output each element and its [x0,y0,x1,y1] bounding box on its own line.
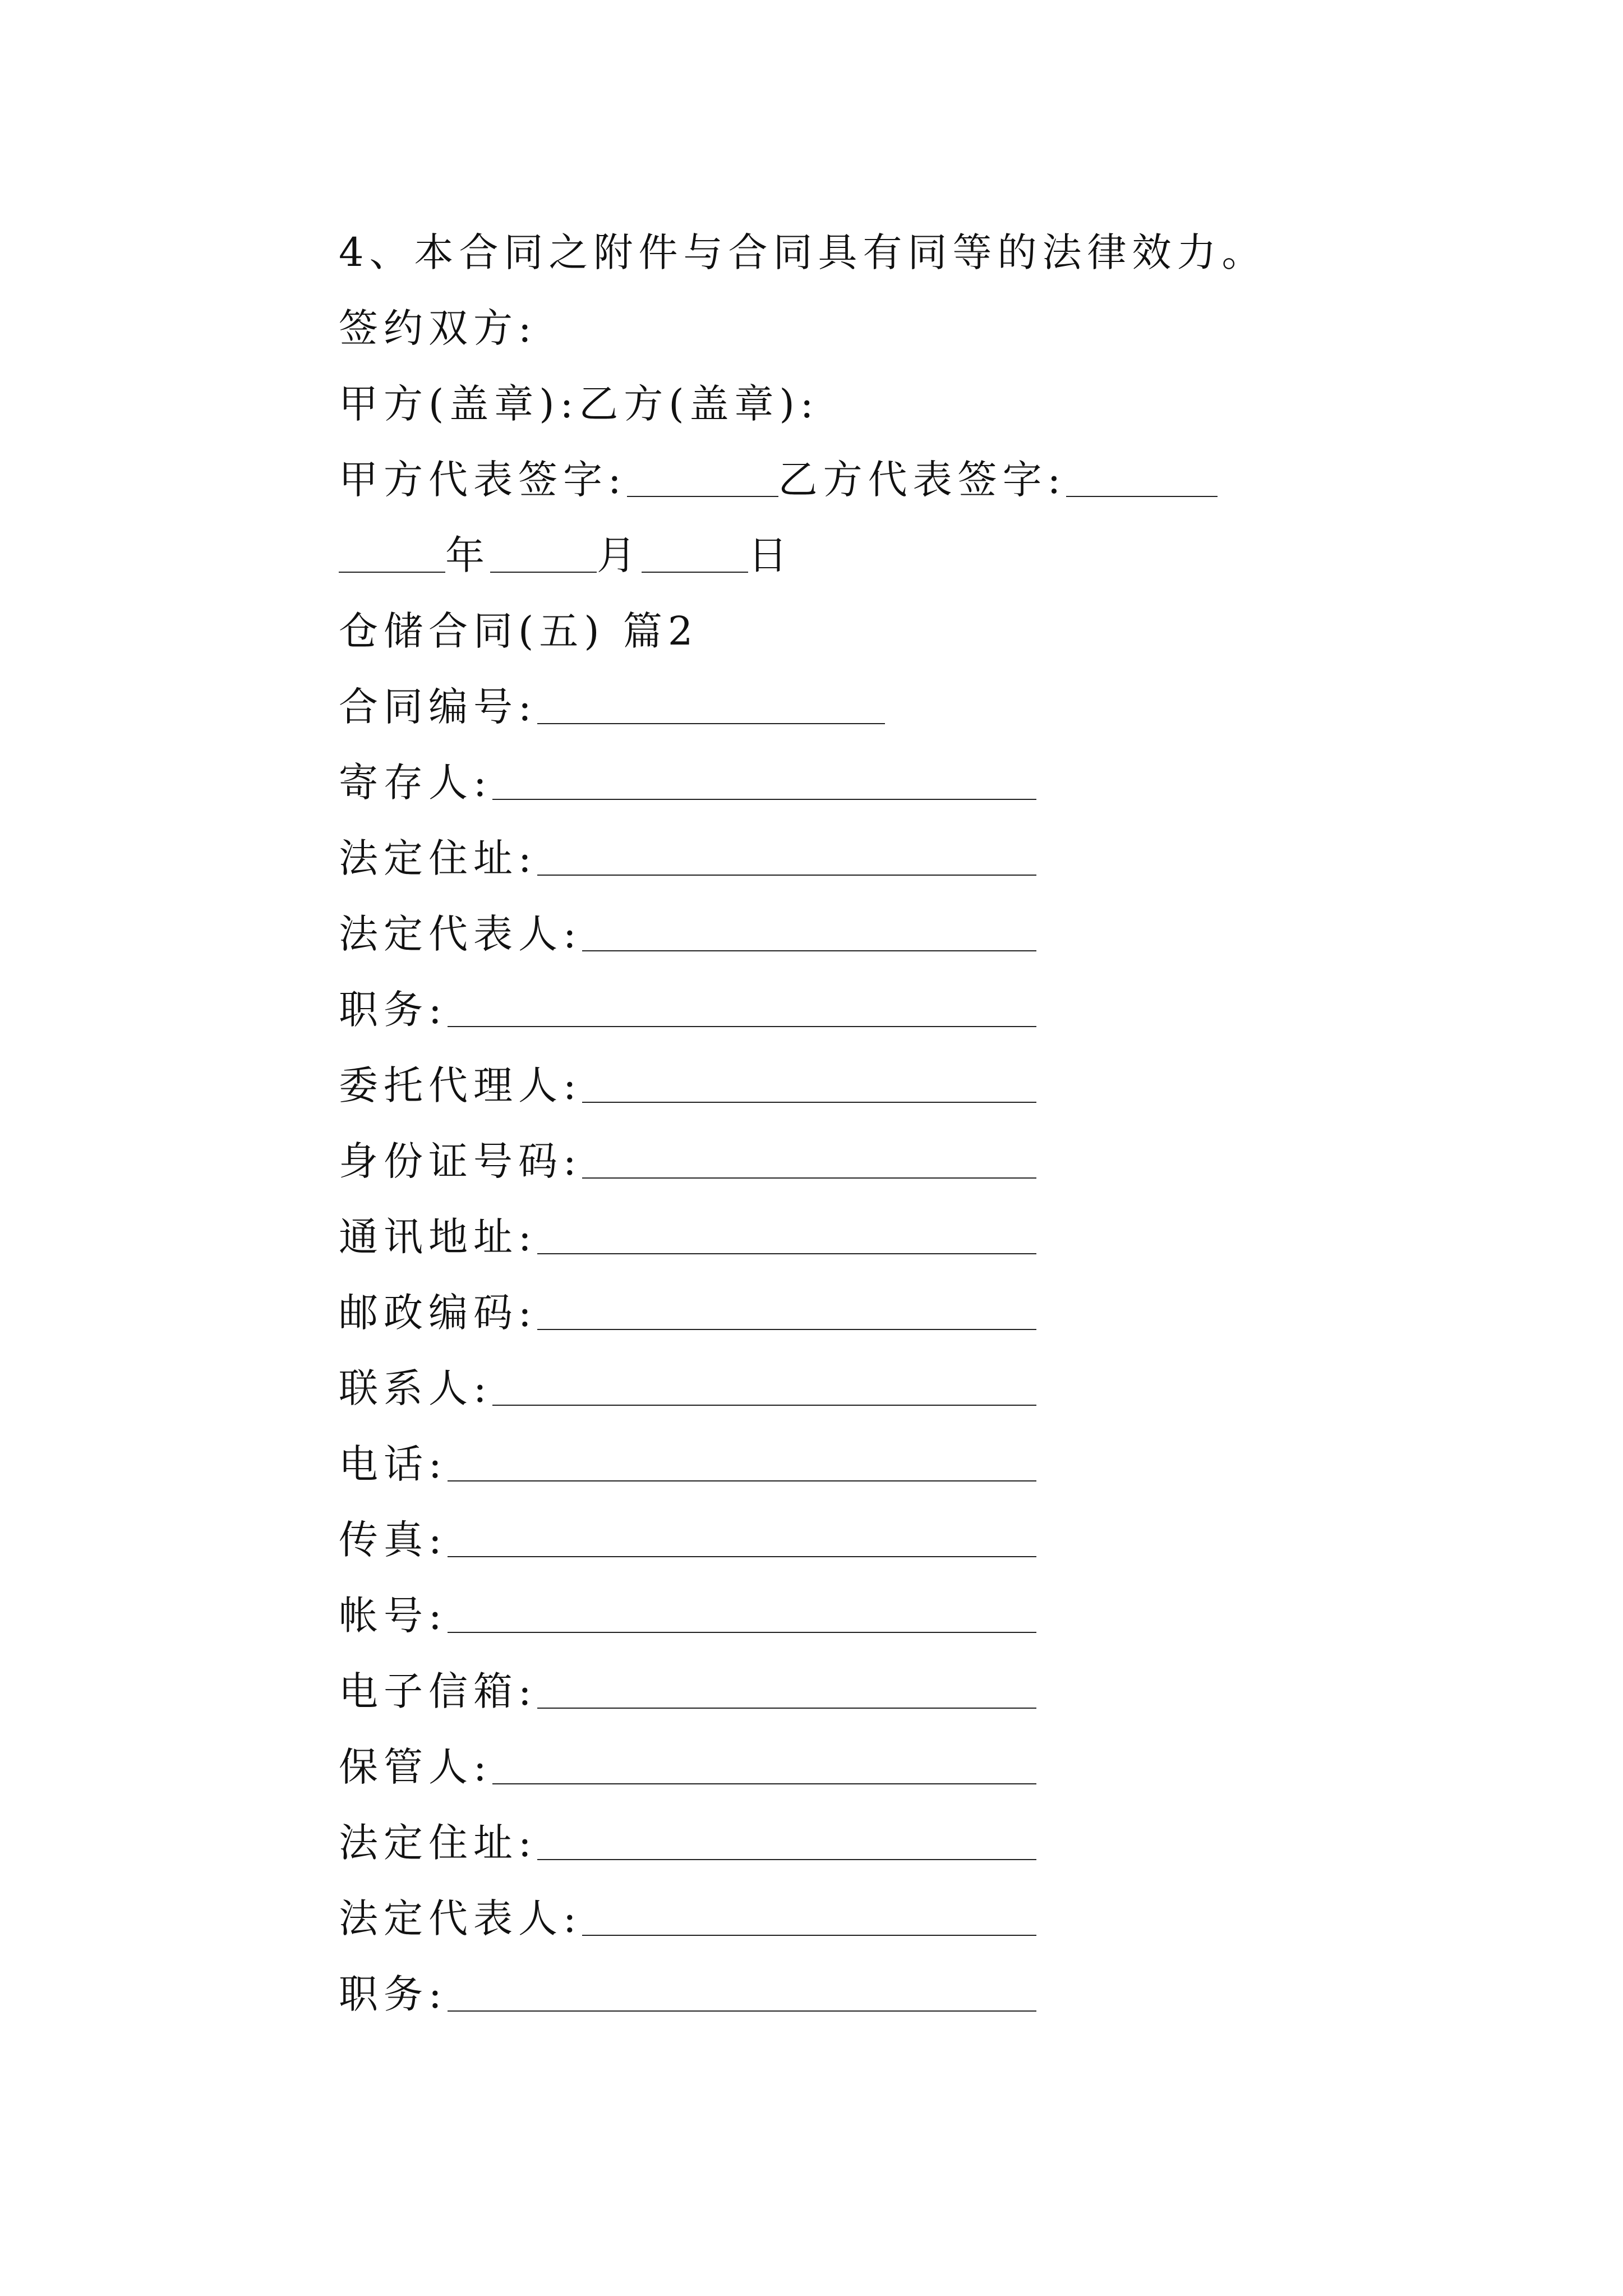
field-label: 传真: [339,1517,448,1563]
field-label: 电子信箱: [339,1668,537,1714]
parties-label: 签约双方: [339,305,537,351]
form-field [339,892,1036,959]
section-heading: 仓储合同(五) 篇2 [339,608,699,654]
field-blank[interactable] [582,1934,1036,1936]
form-field [339,1649,1036,1717]
form-field [339,1043,1036,1111]
field-label: 身份证号码: [339,1138,582,1184]
field-label: 邮政编码: [339,1290,537,1336]
field-blank[interactable] [582,950,1036,951]
field-label: 法定住址: [339,835,537,881]
contract-number-blank[interactable] [537,723,885,724]
field-label: 电话: [339,1441,448,1487]
field-label: 法定代表人: [339,911,582,957]
month-label: 月 [597,532,642,578]
field-label: 帐号: [339,1593,448,1639]
field-blank[interactable] [492,1404,1036,1406]
year-blank[interactable] [339,571,445,573]
form-field [339,1271,1036,1338]
party-a-sign-blank[interactable] [627,495,778,497]
party-a-sign-label: 甲方代表签字: [339,457,627,503]
form-field [339,1801,1036,1868]
field-label: 法定代表人: [339,1895,582,1941]
date-line [339,513,793,581]
field-blank[interactable] [537,874,1036,876]
field-label: 寄存人: [339,760,492,806]
form-field [339,1119,1036,1186]
seal-line: 甲方(盖章):乙方(盖章): [339,381,819,427]
form-field [339,968,1036,1035]
day-label: 日 [748,532,793,578]
form-field [339,1195,1036,1262]
field-blank[interactable] [582,1101,1036,1103]
field-blank[interactable] [492,1783,1036,1784]
party-b-sign-label: 乙方代表签字: [778,457,1067,503]
form-field [339,740,1036,808]
field-blank[interactable] [448,1556,1036,1557]
party-b-sign-blank[interactable] [1066,495,1218,497]
field-blank[interactable] [492,798,1036,800]
form-field [339,1498,1036,1565]
field-blank[interactable] [448,2010,1036,2012]
field-blank[interactable] [537,1858,1036,1860]
day-blank[interactable] [642,571,748,573]
clause-4: 4、本合同之附件与合同具有同等的法律效力。 [339,229,1267,275]
field-blank[interactable] [582,1177,1036,1179]
field-blank[interactable] [448,1025,1036,1027]
form-field [339,1876,1036,1944]
field-label: 委托代理人: [339,1062,582,1108]
field-blank[interactable] [448,1631,1036,1633]
field-blank[interactable] [537,1328,1036,1330]
field-blank[interactable] [448,1480,1036,1481]
form-field [339,1725,1036,1792]
field-label: 合同编号: [339,684,537,730]
month-blank[interactable] [490,571,597,573]
field-label: 职务: [339,1971,448,2017]
year-label: 年 [445,532,490,578]
form-field [339,1952,1036,2019]
field-label: 职务: [339,987,448,1033]
form-field [339,1422,1036,1489]
field-blank[interactable] [537,1707,1036,1709]
form-field [339,1346,1036,1414]
field-label: 法定住址: [339,1820,537,1866]
form-field [339,1573,1036,1641]
contract-number-field [339,665,885,732]
field-label: 保管人: [339,1744,492,1790]
field-label: 通讯地址: [339,1214,537,1260]
field-label: 联系人: [339,1365,492,1411]
form-field [339,816,1036,884]
signature-line [339,438,1218,505]
field-blank[interactable] [537,1253,1036,1254]
